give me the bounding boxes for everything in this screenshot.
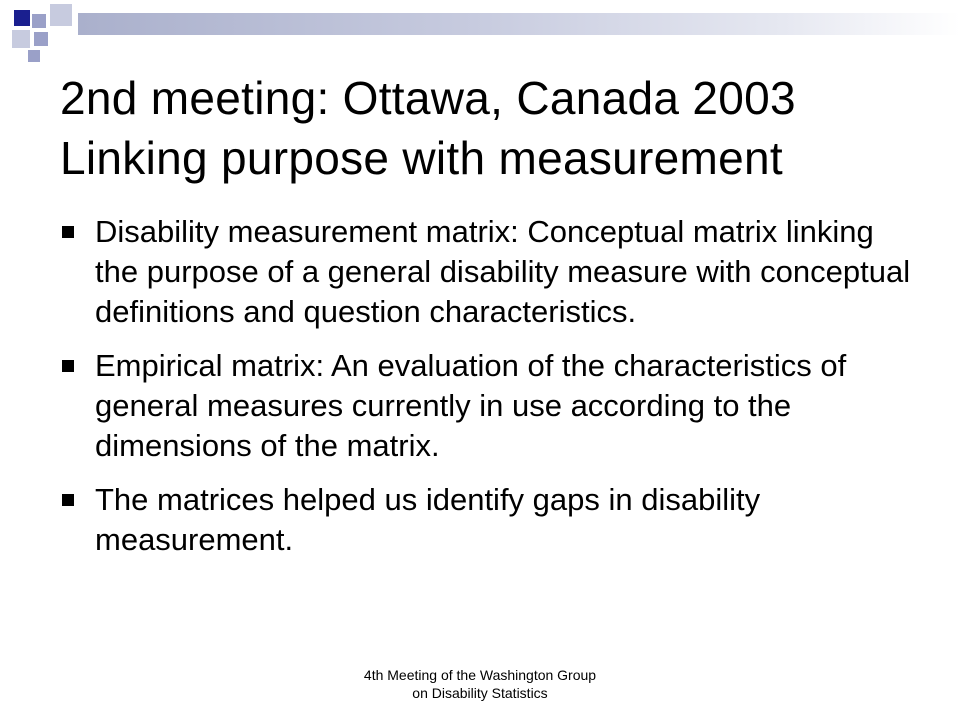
bullet-square-icon <box>62 226 74 238</box>
bullet-item <box>60 212 920 332</box>
bullet-list <box>60 212 920 574</box>
bullet-square-icon <box>62 360 74 372</box>
footer-line-1: 4th Meeting of the Washington Group <box>363 667 597 683</box>
title-line-2: Linking purpose with measurement <box>60 132 783 184</box>
bullet-text: The matrices helped us identify gaps in disability measurement. <box>95 482 761 557</box>
corner-square-light <box>50 4 72 26</box>
bullet-text: Empirical matrix: An evaluation of the characteristics of general measures currently in use according to the dimensions of the matrix. <box>95 348 847 463</box>
corner-square-light <box>28 50 40 62</box>
corner-square-light <box>32 14 46 28</box>
corner-square-light <box>34 32 48 46</box>
slide-footer <box>330 666 630 702</box>
slide-title <box>60 68 940 188</box>
top-gradient-bar <box>78 13 960 35</box>
title-line-1: 2nd meeting: Ottawa, Canada 2003 <box>60 72 796 124</box>
bullet-item <box>60 346 920 466</box>
bullet-square-icon <box>62 494 74 506</box>
corner-square-light <box>12 30 30 48</box>
bullet-text: Disability measurement matrix: Conceptual matrix linking the purpose of a general disability measure with conceptual definitions and question characteristics. <box>95 214 911 329</box>
bullet-item <box>60 480 920 560</box>
corner-square-dark <box>14 10 30 26</box>
footer-line-2: on Disability Statistics <box>412 685 548 701</box>
